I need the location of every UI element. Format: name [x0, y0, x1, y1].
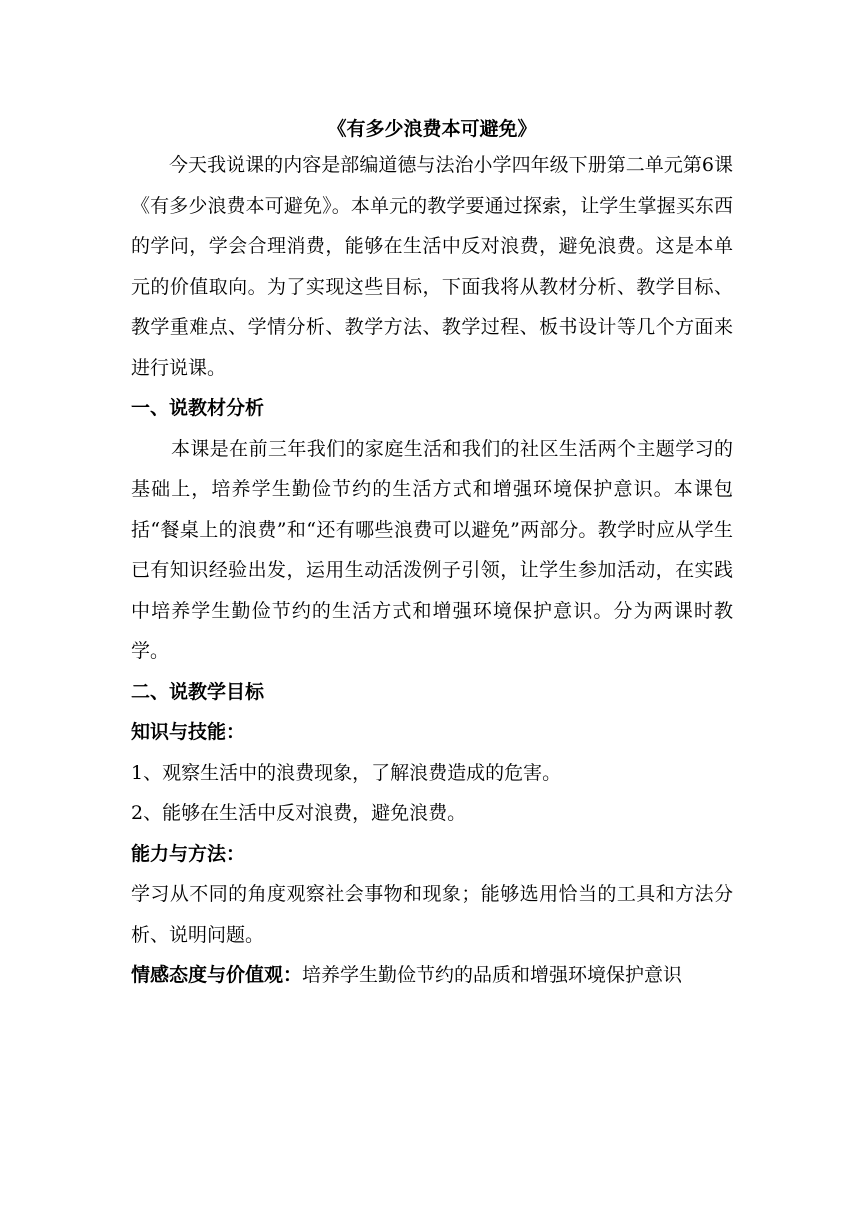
knowledge-item-2: 2、能够在生活中反对浪费，避免浪费。	[131, 802, 467, 824]
subheading-ability-method: 能力与方法：	[131, 842, 246, 865]
section-heading-teaching-goals: 二、说教学目标	[131, 680, 265, 703]
intro-paragraph: 今天我说课的内容是部编道德与法治小学四年级下册第二单元第6课《有多少浪费本可避免》。本单元的教学要通过探索，让学生掌握买东西的学问，学会合理消费，能够在生活中反对浪费，避免浪费。这是本单元的价值取向。为了实现这些目标，下面我将从教材分析、教学目标、教学重难点、学情分析、教学方法、教学过程、板书设计等几个方面来进行说课。	[131, 154, 733, 379]
textbook-analysis-paragraph: 本课是在前三年我们的家庭生活和我们的社区生活两个主题学习的基础上，培养学生勤俭节约的生活方式和增强环境保护意识。本课包括“餐桌上的浪费”和“还有哪些浪费可以避免”两部分。教学时应从学生已有知识经验出发，运用生动活泼例子引领，让学生参加活动，在实践中培养学生勤俭节约的生活方式和增强环境保护意识。分为两课时教学。	[131, 437, 733, 662]
document-content	[131, 113, 733, 996]
ability-method-paragraph: 学习从不同的角度观察社会事物和现象；能够选用恰当的工具和方法分析、说明问题。	[131, 883, 733, 946]
emotion-values-line	[131, 955, 733, 996]
emotion-values-label: 情感态度与价值观：	[131, 964, 303, 986]
document-title: 《有多少浪费本可避免》	[327, 118, 537, 140]
knowledge-item-1: 1、观察生活中的浪费现象，了解浪费造成的危害。	[131, 761, 562, 784]
emotion-values-text: 培养学生勤俭节约的品质和增强环境保护意识	[302, 964, 683, 986]
subheading-knowledge-skills: 知识与技能：	[131, 721, 246, 743]
section-heading-textbook-analysis: 一、说教材分析	[131, 397, 265, 419]
